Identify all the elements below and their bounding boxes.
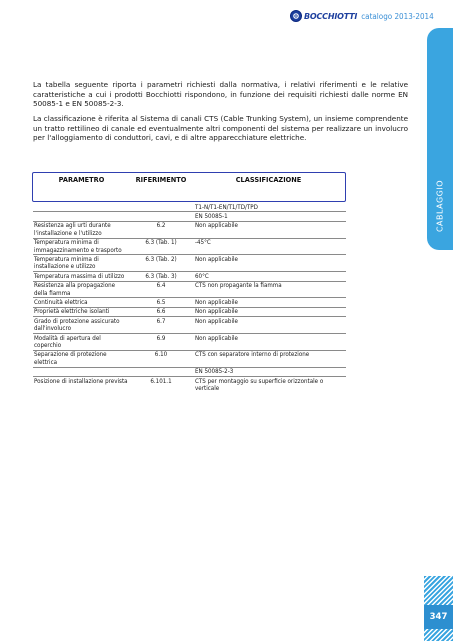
table-row: Temperatura minima di immagazzinamento e trasporto 6.3 (Tab. 1) -45°C <box>33 239 346 256</box>
table-row: Grado di protezione assicurato dall'involucro 6.7 Non applicabile <box>33 317 346 334</box>
page-header <box>290 9 450 23</box>
header-parametro: PARAMETRO <box>58 176 105 184</box>
table-row: EN 50085-1 <box>33 212 346 221</box>
header-riferimento: RIFERIMENTO <box>135 176 187 184</box>
classification-table <box>33 203 346 393</box>
table-row: T1-N/T1-EN/T1/TD/TPD <box>33 203 346 212</box>
catalog-title: catalogo 2013-2014 <box>361 11 434 21</box>
table-row: Separazione di protezione elettrica 6.10 CTS con separatore interno di protezione <box>33 351 346 368</box>
bocchiotti-logo-icon <box>290 10 302 22</box>
page-number-box <box>424 605 453 629</box>
table-row: EN 50085-2-3 <box>33 368 346 377</box>
classification-paragraph: La classificazione è riferita al Sistema di canali CTS (Cable Trunking System), un insieme comprendente un tratto rettilineo di canale ed eventualmente altri componenti del sistema per realizzare un involucro per l'alloggiamento di conduttori, cavi, e di altre apparecchiature elettriche. <box>33 114 408 143</box>
page-number: 347 <box>429 612 448 622</box>
table-row: Modalità di apertura del coperchio 6.9 Non applicabile <box>33 334 346 351</box>
table-header <box>32 172 346 202</box>
intro-paragraph: La tabella seguente riporta i parametri richiesti dalla normativa, i relativi riferimenti e le relative caratteristiche a cui i prodotti Bocchiotti rispondono, in funzione dei requisiti richiesti dalle norme EN 50085-1 e EN 50085-2-3. <box>33 80 408 109</box>
table-row: Continuità elettrica 6.5 Non applicabile <box>33 298 346 307</box>
brand-name: BOCCHIOTTI <box>304 11 358 21</box>
table-row: Temperatura massima di utilizzo 6.3 (Tab. 3) 60°C <box>33 272 346 281</box>
header-classificazione: CLASSIFICAZIONE <box>235 176 302 184</box>
table-row: Temperatura minima di installazione e utilizzo 6.3 (Tab. 2) Non applicabile <box>33 255 346 272</box>
table-row: Posizione di installazione prevista 6.101.1 CTS per montaggio su superficie orizzontale o verticale <box>34 377 324 393</box>
table-row: Proprietà elettriche isolanti 6.6 Non applicabile <box>33 308 346 317</box>
table-row: Resistenza alla propagazione della fiamma 6.4 CTS non propagante la fiamma <box>33 282 346 299</box>
section-tab-label: CABLAGGIO <box>435 179 445 233</box>
section-tab <box>427 28 453 250</box>
table-row: Resistenza agli urti durante l'installazione e l'utilizzo 6.2 Non applicabile <box>33 222 346 239</box>
